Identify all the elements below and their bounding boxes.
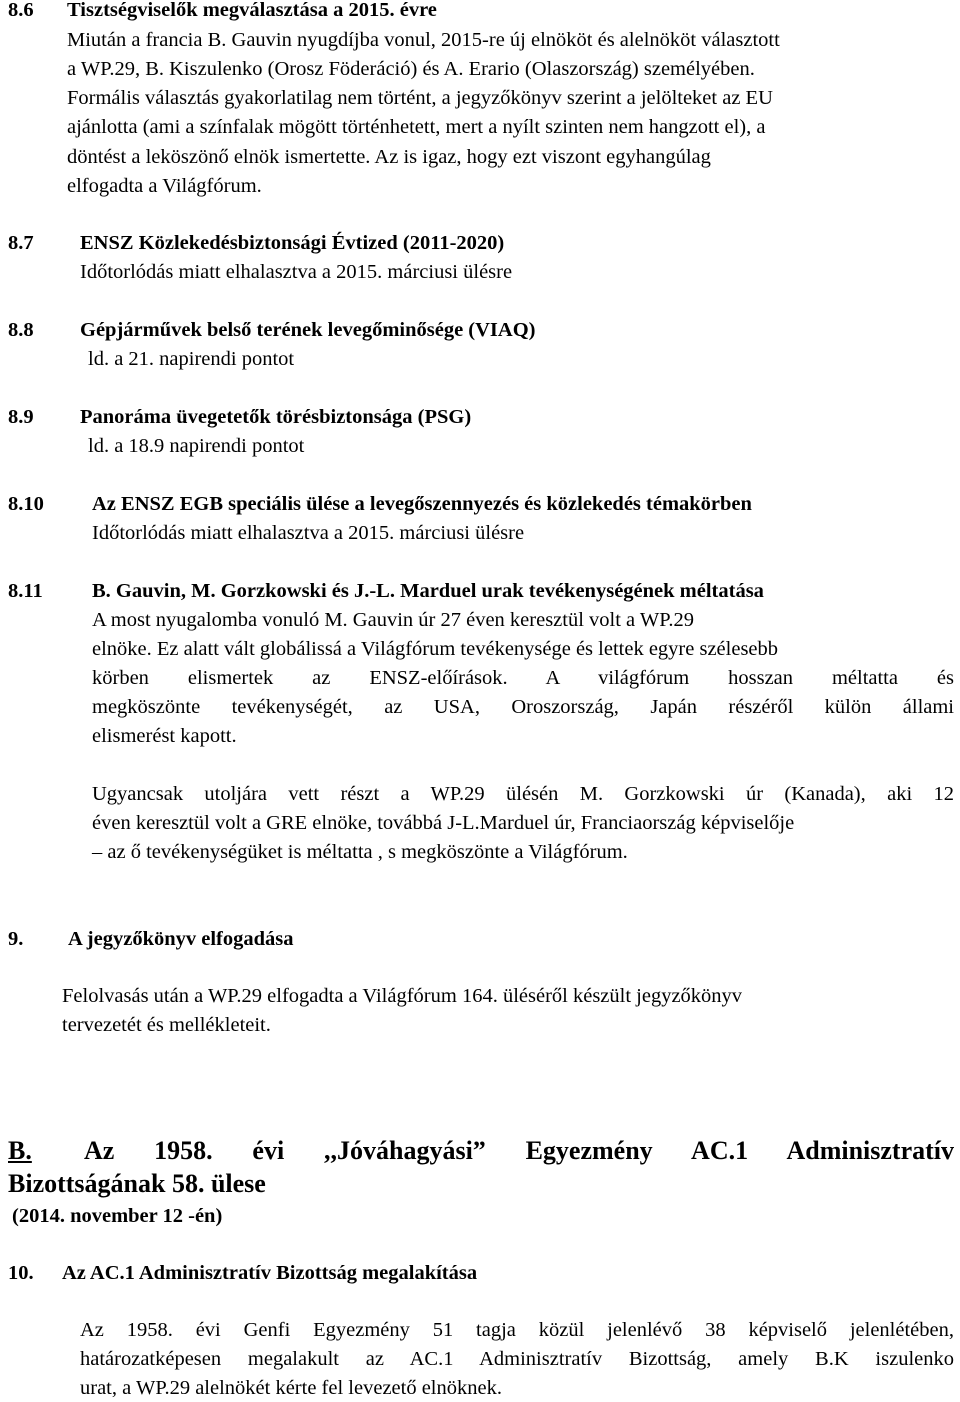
section-number: 8.6 xyxy=(8,0,34,21)
part-title: Az 1958. évi ,,Jóváhagyási” Egyezmény AC.1 Adminisztratív xyxy=(84,1136,954,1165)
body-line: Felolvasás után a WP.29 elfogadta a Világfórum 164. üléséről készült jegyzőkönyv xyxy=(62,985,743,1007)
section-number: 8.7 xyxy=(8,232,34,254)
part-letter: B. xyxy=(8,1136,32,1165)
section-title: Tisztségviselők megválasztása a 2015. évre xyxy=(67,0,437,21)
body-line: elfogadta a Világfórum. xyxy=(67,175,262,197)
part-title: Bizottságának 58. ülese xyxy=(8,1169,266,1198)
body-line: éven keresztül volt a GRE elnöke, továbbá J-L.Marduel úr, Franciaország képviselője xyxy=(92,812,795,834)
body-line: döntést a leköszönő elnök ismertette. Az is igaz, hogy ezt viszont egyhangúlag xyxy=(67,146,711,168)
section-number: 10. xyxy=(8,1262,34,1284)
section-title: Panoráma üvegetetők törésbiztonsága (PSG) xyxy=(80,406,472,428)
body-line: urat, a WP.29 alelnökét kérte fel levezető elnöknek. xyxy=(80,1377,502,1399)
section-number: 8.8 xyxy=(8,319,34,341)
body-line: a WP.29, B. Kiszulenko (Orosz Föderáció) és A. Erario (Olaszország) személyében. xyxy=(67,58,755,80)
section-title: ENSZ Közlekedésbiztonsági Évtized (2011-2020) xyxy=(80,232,505,254)
body-line: elismerést kapott. xyxy=(92,725,237,747)
section-number: 8.10 xyxy=(8,493,44,515)
body-line: körben elismertek az ENSZ-előírások. A világfórum hosszan méltatta és xyxy=(92,667,954,689)
body-line: Formális választás gyakorlatilag nem történt, a jegyzőkönyv szerint a jelölteket az EU xyxy=(67,87,773,109)
section-title: A jegyzőkönyv elfogadása xyxy=(68,928,294,950)
section-title: B. Gauvin, M. Gorzkowski és J.-L. Marduel urak tevékenységének méltatása xyxy=(92,580,764,602)
body-line: tervezetét és mellékleteit. xyxy=(62,1014,271,1036)
section-number: 8.9 xyxy=(8,406,34,428)
part-date: (2014. november 12 -én) xyxy=(12,1205,223,1227)
body-line: Időtorlódás miatt elhalasztva a 2015. márciusi ülésre xyxy=(92,522,525,544)
body-line: Ugyancsak utoljára vett részt a WP.29 ülésén M. Gorzkowski úr (Kanada), aki 12 xyxy=(92,783,954,805)
body-line: határozatképesen megalakult az AC.1 Adminisztratív Bizottság, amely B.K iszulenko xyxy=(80,1348,954,1370)
section-title: Gépjárművek belső terének levegőminősége (VIAQ) xyxy=(80,319,536,341)
body-line: ld. a 18.9 napirendi pontot xyxy=(88,435,305,457)
body-line: Miután a francia B. Gauvin nyugdíjba vonul, 2015-re új elnököt és alelnököt választott xyxy=(67,29,780,51)
section-number: 9. xyxy=(8,928,24,950)
section-number: 8.11 xyxy=(8,580,43,602)
body-line: A most nyugalomba vonuló M. Gauvin úr 27 éven keresztül volt a WP.29 xyxy=(92,609,695,631)
body-line: ajánlotta (ami a színfalak mögött történhetett, mert a nyílt szinten nem hangzott el), a xyxy=(67,116,766,138)
section-title: Az ENSZ EGB speciális ülése a levegőszennyezés és közlekedés témakörben xyxy=(92,493,752,515)
body-line: Időtorlódás miatt elhalasztva a 2015. márciusi ülésre xyxy=(80,261,513,283)
body-line: ld. a 21. napirendi pontot xyxy=(88,348,295,370)
body-line: – az ő tevékenységüket is méltatta , s megköszönte a Világfórum. xyxy=(92,841,628,863)
body-line: elnöke. Ez alatt vált globálissá a Világfórum tevékenysége és lettek egyre szélesebb xyxy=(92,638,779,660)
body-line: Az 1958. évi Genfi Egyezmény 51 tagja közül jelenlévő 38 képviselő jelenlétében, xyxy=(80,1319,954,1341)
section-title: Az AC.1 Adminisztratív Bizottság megalakítása xyxy=(62,1262,478,1284)
body-line: megköszönte tevékenységét, az USA, Oroszország, Japán részéről külön állami xyxy=(92,696,954,718)
